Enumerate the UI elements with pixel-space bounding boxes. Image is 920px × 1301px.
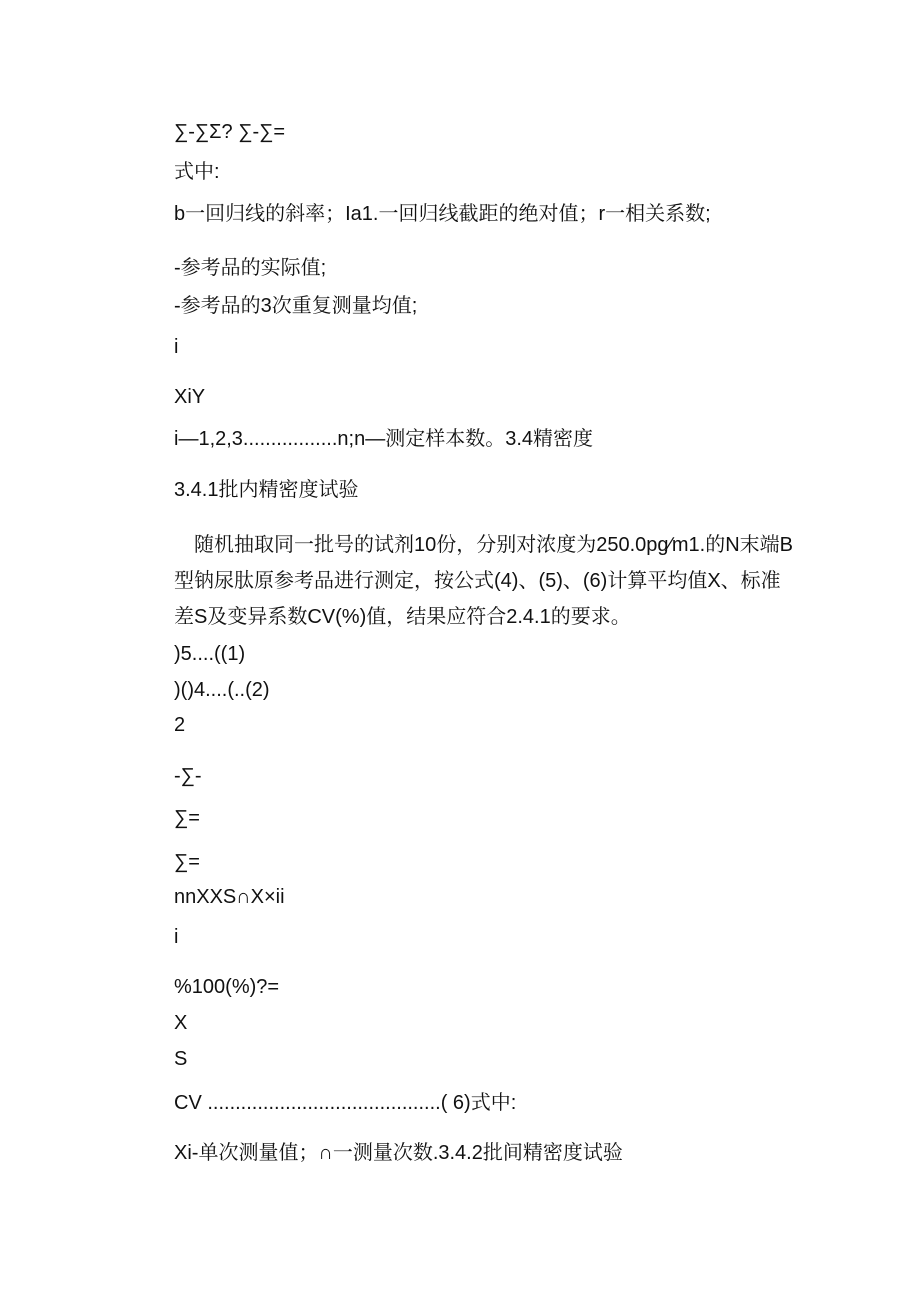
formula-ref-1: )5....((1): [174, 643, 246, 665]
formula-ref-2: )()4....(..(2): [174, 679, 270, 701]
formula-sum-fragment: -∑-: [174, 765, 202, 787]
regression-definitions: b一回归线的斜率；Ia1.一回归线截距的绝对值；r一相关系数;: [174, 203, 711, 225]
section-heading-3-4-1: 3.4.1批内精密度试验: [174, 479, 359, 501]
cv-formula-line: CV ..........................................( 6)式中:: [174, 1092, 517, 1114]
formula-x: X: [174, 1012, 188, 1034]
measurement-definitions: Xi-单次测量值；∩一测量次数.3.4.2批间精密度试验: [174, 1142, 623, 1164]
reference-mean-value: -参考品的3次重复测量均值;: [174, 295, 418, 317]
precision-paragraph: 随机抽取同一批号的试剂10份，分别对浓度为250.0pg∕m1.的N末端B型钠尿肽原参考品进行测定，按公式(4)、(5)、(6)计算平均值X、标准差S及变异系数CV(%)值，结果应符合2.4.1的要求。: [174, 534, 794, 628]
reference-actual-value: -参考品的实际值;: [174, 257, 327, 279]
subscript-i-2: i: [174, 926, 179, 948]
formula-sum-eq-2: ∑=: [174, 851, 200, 873]
cv-percent-formula: %100(%)?=: [174, 976, 280, 998]
formula-sum-line-1: ∑-∑Σ? ∑-∑=: [174, 121, 286, 143]
subscript-i-1: i: [174, 336, 179, 358]
formula-sum-eq-1: ∑=: [174, 807, 200, 829]
xiy-label: XiY: [174, 386, 206, 408]
formula-variables: nnXXS∩X×ii: [174, 886, 285, 908]
exponent-2: 2: [174, 714, 186, 736]
sample-count-line: i—1,2,3.................n;n—测定样本数。3.4精密度: [174, 428, 593, 450]
formula-s: S: [174, 1048, 188, 1070]
where-label: 式中:: [174, 161, 220, 183]
